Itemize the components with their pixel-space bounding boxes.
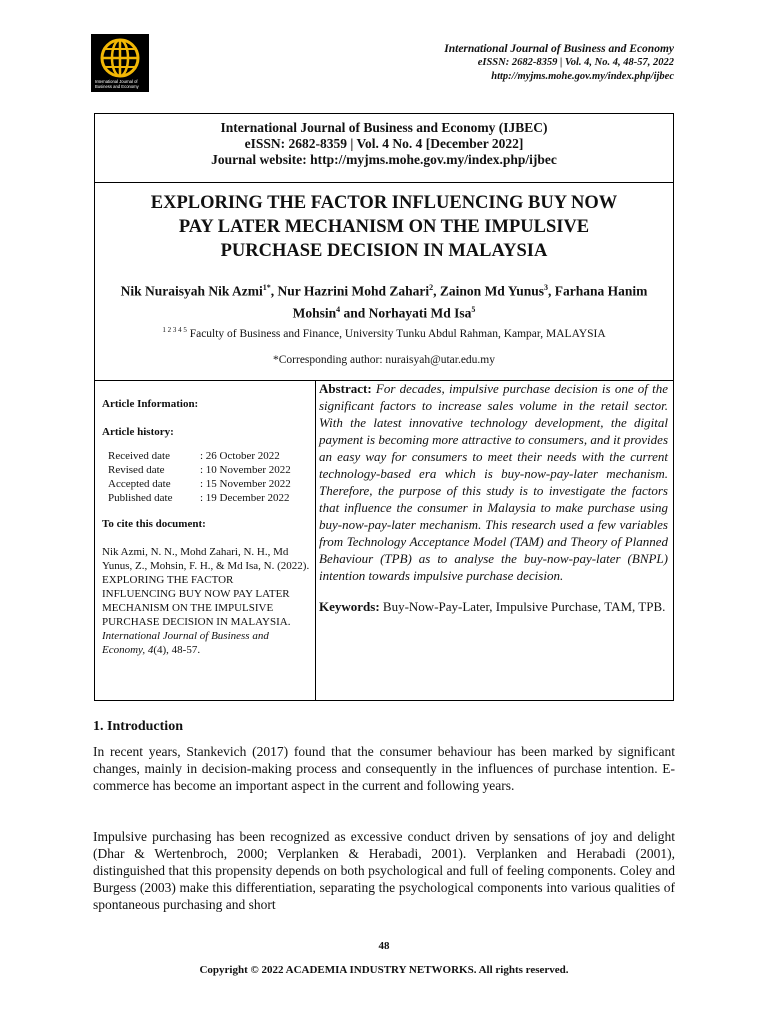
affiliation-sup: 1 2 3 4 5 xyxy=(162,326,187,334)
header-url[interactable]: http://myjms.mohe.gov.my/index.php/ijbec xyxy=(491,71,674,82)
history-row xyxy=(102,491,310,505)
history-value: : 10 November 2022 xyxy=(200,464,291,476)
paragraph: Impulsive purchasing has been recognized as excessive conduct driven by sensations of joy and delight (Dhar & Wertenbroch, 2000; Verplanken & Herabadi, 2001). Verplanken and Herabadi (2001), distinguished that this propensity depends on both psychological and full of feeling components. Coley and Burgess (2003) make this differentiation, separating the psychological components into various qualities of spontaneous purchasing and short xyxy=(93,829,675,912)
header-issn: eISSN: 2682-8359 | Vol. 4, No. 4, 48-57, 2022 xyxy=(477,57,674,68)
history-key: Revised date xyxy=(108,464,165,476)
author-name: , Zainon Md Yunus xyxy=(433,283,544,299)
author-name: Nik Nuraisyah Nik Azmi xyxy=(120,283,263,299)
running-header xyxy=(444,42,674,84)
keywords-text: Buy-Now-Pay-Later, Impulsive Purchase, TAM, TPB. xyxy=(379,599,666,614)
author-name: and Norhayati Md Isa xyxy=(340,305,472,320)
author-sup: 4 xyxy=(336,304,341,314)
box-journal-title: International Journal of Business and Economy (IJBEC) xyxy=(220,120,548,135)
box-website[interactable]: Journal website: http://myjms.mohe.gov.my/index.php/ijbec xyxy=(211,152,557,167)
abstract-label: Abstract: xyxy=(319,381,372,396)
cite-label: To cite this document: xyxy=(102,518,206,530)
title-line-3: PURCHASE DECISION IN MALAYSIA xyxy=(220,241,548,261)
history-row xyxy=(102,449,310,463)
history-key: Published date xyxy=(108,492,173,504)
citation-text: Nik Azmi, N. N., Mohd Zahari, N. H., Md Yunus, Z., Mohsin, F. H., & Md Isa, N. (2022). EXPLORING THE FACTOR INFLUENCING BUY NOW PAY LATER MECHANISM ON THE IMPULSIVE PURCHASE DECISION IN MALAYSIA. xyxy=(102,546,310,628)
author-list xyxy=(105,279,663,322)
article-info-column xyxy=(102,397,310,657)
header-journal: International Journal of Business and Economy xyxy=(444,43,674,55)
logo-caption-1: International Journal of xyxy=(95,79,138,84)
history-value: : 26 October 2022 xyxy=(200,450,280,462)
history-row xyxy=(102,477,310,491)
history-key: Accepted date xyxy=(108,478,171,490)
abstract-column xyxy=(319,380,668,615)
section-heading: 1. Introduction xyxy=(93,719,183,734)
title-line-2: PAY LATER MECHANISM ON THE IMPULSIVE xyxy=(178,217,590,237)
affiliation xyxy=(105,326,663,340)
box-header xyxy=(95,120,673,168)
corresponding-author: *Corresponding author: nuraisyah@utar.edu.my xyxy=(272,354,496,366)
author-name: , Nur Hazrini Mohd Zahari xyxy=(270,283,430,299)
keywords xyxy=(319,598,668,615)
paragraph: In recent years, Stankevich (2017) found that the consumer behaviour has been marked by significant changes, mainly in decision-making process and consequently in the influences of purchase intention. E-commerce has become an important aspect in the current and following years. xyxy=(93,744,675,793)
citation-tail: (4), 48-57. xyxy=(153,644,201,656)
history-key: Received date xyxy=(108,450,170,462)
logo-caption-2: Business and Economy xyxy=(95,84,139,89)
history-label: Article history: xyxy=(102,426,174,438)
copyright-footer: Copyright © 2022 ACADEMIA INDUSTRY NETWORKS. All rights reserved. xyxy=(199,964,569,976)
author-sup: 5 xyxy=(471,304,476,314)
affiliation-text: Faculty of Business and Finance, University Tunku Abdul Rahman, Kampar, MALAYSIA xyxy=(186,327,606,340)
page-number: 48 xyxy=(378,940,390,952)
article-frame xyxy=(94,113,674,701)
globe-logo-icon xyxy=(91,34,149,92)
abstract-text: For decades, impulsive purchase decision is one of the significant factors to increase sales volume in the retail sector. With the latest innovative technology development, the digital payment is becoming more attractive to consumers, and it provides an easy way for consumers to meet their needs with the current technology-based era which is buy-now-pay-later mechanism. Therefore, the purpose of this study is to investigate the factors that influence the consumer in Malaysia to make purchase using buy-now-pay-later mechanism. This research used a few variables from Technology Acceptance Model (TAM) and Theory of Planned Behaviour (TPB) as to analyse the buy-now-pay-later (BNPL) intention towards impulsive purchase decision. xyxy=(319,381,668,583)
abstract xyxy=(319,380,668,584)
author-sup: 1* xyxy=(262,283,271,292)
title-line-1: EXPLORING THE FACTOR INFLUENCING BUY NOW xyxy=(150,193,618,213)
citation-journal: International Journal of Business and Economy, 4 xyxy=(102,630,269,656)
divider xyxy=(95,182,673,183)
history-value: : 19 December 2022 xyxy=(200,492,290,504)
citation xyxy=(102,545,310,657)
history-value: : 15 November 2022 xyxy=(200,478,291,490)
keywords-label: Keywords: xyxy=(319,599,380,614)
author-sup: 2 xyxy=(429,283,434,292)
column-divider xyxy=(315,380,316,700)
article-info-label: Article Information: xyxy=(102,398,199,410)
history-row xyxy=(102,463,310,477)
box-issn: eISSN: 2682-8359 | Vol. 4 No. 4 [December 2022] xyxy=(244,136,524,151)
author-sup: 3 xyxy=(543,283,548,292)
paper-title xyxy=(105,191,663,263)
author-name: , Farhana Hanim Mohsin xyxy=(292,283,648,320)
